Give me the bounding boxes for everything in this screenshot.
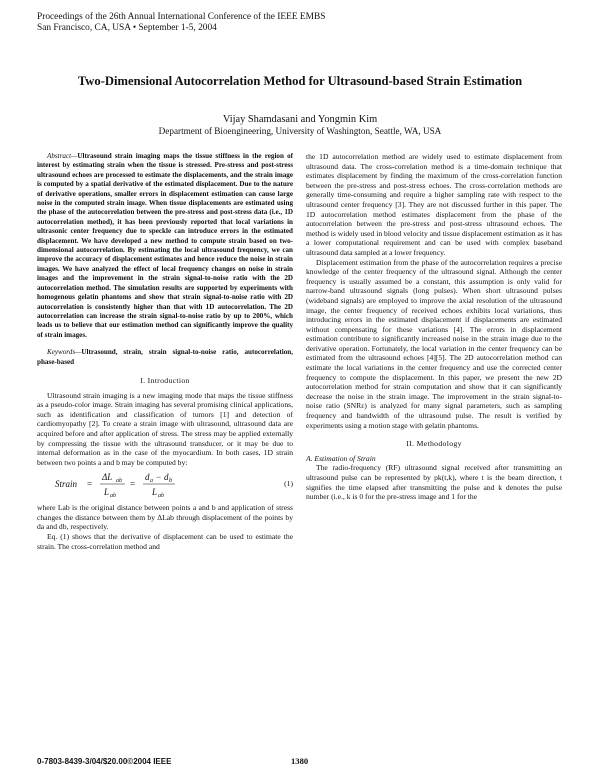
right-column — [306, 152, 562, 502]
right-paragraph-1: the 1D autocorrelation method are widely used to estimate displacement from ultrasound data. The cross-correlation method is a time-domain technique that estimates displacement by finding the maximum of the cross-correlation function between the pre-stress and post-stress echoes. The cross-correlation methods are generally time-consuming and require a higher sampling rate with respect to the ultrasound center frequency [3]. They are not discussed further in this paper. The 1D autocorrelation method estimates displacement from the phase of the autocorrelation between the pre-stress and post-stress ultrasound echoes. The method is widely used in blood velocity and tissue displacement estimation as it has a lower computational requirement and can be used with complex baseband ultrasound data sampled at a lower frequency. — [306, 152, 562, 257]
svg-text:ab: ab — [116, 478, 122, 485]
svg-text:=: = — [130, 479, 136, 490]
abstract-lead: Abstract— — [47, 152, 78, 160]
svg-text:d: d — [164, 472, 169, 483]
svg-text:ΔL: ΔL — [102, 472, 113, 483]
keywords — [37, 348, 293, 367]
footer-isbn: 0-7803-8439-3/04/$20.00©2004 IEEE — [37, 757, 172, 766]
intro-paragraph-3: Eq. (1) shows that the derivative of displacement can be used to estimate the strain. The cross-correlation method and — [37, 532, 293, 551]
paper-title: Two-Dimensional Autocorrelation Method for Ultrasound-based Strain Estimation — [77, 74, 523, 88]
conference-line-1: Proceedings of the 26th Annual International Conference of the IEEE EMBS — [37, 12, 326, 22]
conference-header — [37, 12, 325, 34]
abstract-text: Ultrasound strain imaging maps the tissue stiffness in the region of interest by estimating strain when the tissue is stressed. Pre-stress and post-stress ultrasound echoes are processed to estimate the displacements, and the strain image is computed by a spatial derivative of the estimated displacement. Due to the nature of derivative operations, smaller errors in displacement estimation can cause large noise in the computed strain image. When tissue displacements are estimated using the phase of the autocorrelation between the pre-stress and post-stress data (i.e., 1D autocorrelation method), it has been previously reported that local variations in ultrasonic center frequency due to speckle can introduce errors in the estimated displacement. We have developed a new method to compute strain based on two-dimensional autocorrelation. By estimating the local ultrasound frequency, we can improve the accuracy of displacement estimates and hence reduce the noise in strain images. We have analyzed the effect of local frequency changes on noise in strain images and the improvement in the strain signal-to-noise ratio with the 2D autocorrelation method. The simulation results are supported by experiments with homogenous gelatin phantoms and show that strain signal-to-noise ratio with 2D autocorrelation is consistently higher than that with 1D autocorrelation. The 2D autocorrelation can increase the strain signal-to-noise ratio by up to 200%, which leads us to believe that our estimation method can significantly improve the quality of strain images. — [37, 152, 293, 339]
left-column — [37, 152, 293, 551]
authors: Vijay Shamdasani and Yongmin Kim — [222, 114, 378, 125]
methodology-paragraph-1: The radio-frequency (RF) ultrasound signal received after transmitting an ultrasound pulse can be represented by pk(t,k), where t is the beam direction, t signifies the time elapsed after transmitting the pulse and k denotes the pulse number (i.e., k is 0 for the pre-stress image and 1 for the — [306, 463, 562, 502]
svg-text:L: L — [104, 487, 110, 498]
page-number: 1380 — [291, 756, 309, 766]
svg-text:a: a — [150, 478, 153, 485]
svg-text:ab: ab — [158, 493, 164, 500]
section-heading-introduction: I. Introduction — [140, 375, 190, 385]
affiliation: Department of Bioengineering, University of Washington, Seattle, WA, USA — [158, 126, 442, 136]
subsection-heading-estimation-of-strain: A. Estimation of Strain — [306, 453, 376, 463]
svg-text:ab: ab — [110, 493, 116, 500]
svg-text:d: d — [145, 472, 150, 483]
keywords-lead: Keywords— — [47, 348, 82, 357]
conference-line-2: San Francisco, CA, USA • September 1-5, 2004 — [37, 23, 217, 34]
intro-paragraph-2: where Lab is the original distance between points a and b and application of stress changes the distance between them by ΔLab through displacement of the points by da and db, respectively. — [37, 503, 293, 532]
svg-text:=: = — [87, 479, 93, 490]
keywords-text: Ultrasound, strain, strain signal-to-noise ratio, autocorrelation, phase-based — [37, 348, 293, 366]
strain-equation — [37, 470, 293, 500]
right-paragraph-2: Displacement estimation from the phase of the autocorrelation requires a precise knowledge of the center frequency of the ultrasound signal. Although the center frequency is usually assumed be a constant, this assumption is only valid for narrow-band ultrasound signals (long pulses). When short ultrasound pulses (wideband signals) are employed to improve the axial resolution of the ultrasound image, the center frequency of received echoes exhibits local variations, thus introducing errors in the estimated displacement if displacements are estimated without compensating for these variations [4]. The errors in displacement estimation contribute to significantly increased noise in the strain image due to the derivative operation. Fortunately, the local variation in the center frequency can be estimated from the ultrasound echoes [4][5]. The 2D autocorrelation method can estimate the local variations in the center frequency and use the corrected center frequency to compute the displacement. In this paper, we present the new 2D autocorrelation method for strain computation and show that it can significantly decrease the noise in the strain image. The improvement in the strain signal-to-noise ratio (SNRε) is analyzed for many signal parameters, such as sampling frequency and bandwidth of the ultrasound pulse. The result is verified by experiments using a motion stage with gelatin phantoms. — [306, 257, 562, 430]
intro-paragraph-1: Ultrasound strain imaging is a new imaging mode that maps the tissue stiffness as a pseudo-color image. Strain imaging has several promising clinical applications, such as identification and classification of tumors [1] and detection of cardiomyopathy [2]. To create a strain image with ultrasound, ultrasound data are acquired before and after application of stress. The stress may be applied externally by compressing the tissue with the ultrasound transducer, or it may be due to internal deformation as in the case of the myocardium. In both cases, 1D strain between two points a and b may be computed by: — [37, 390, 293, 467]
svg-text:L: L — [152, 487, 158, 498]
equation-number: (1) — [284, 479, 293, 489]
strain-equation-graphic — [55, 470, 245, 500]
abstract — [37, 152, 293, 340]
svg-text:−: − — [156, 472, 162, 483]
svg-text:b: b — [169, 478, 172, 485]
section-heading-methodology: II. Methodology — [406, 439, 462, 449]
svg-text:Strain: Strain — [55, 479, 78, 490]
